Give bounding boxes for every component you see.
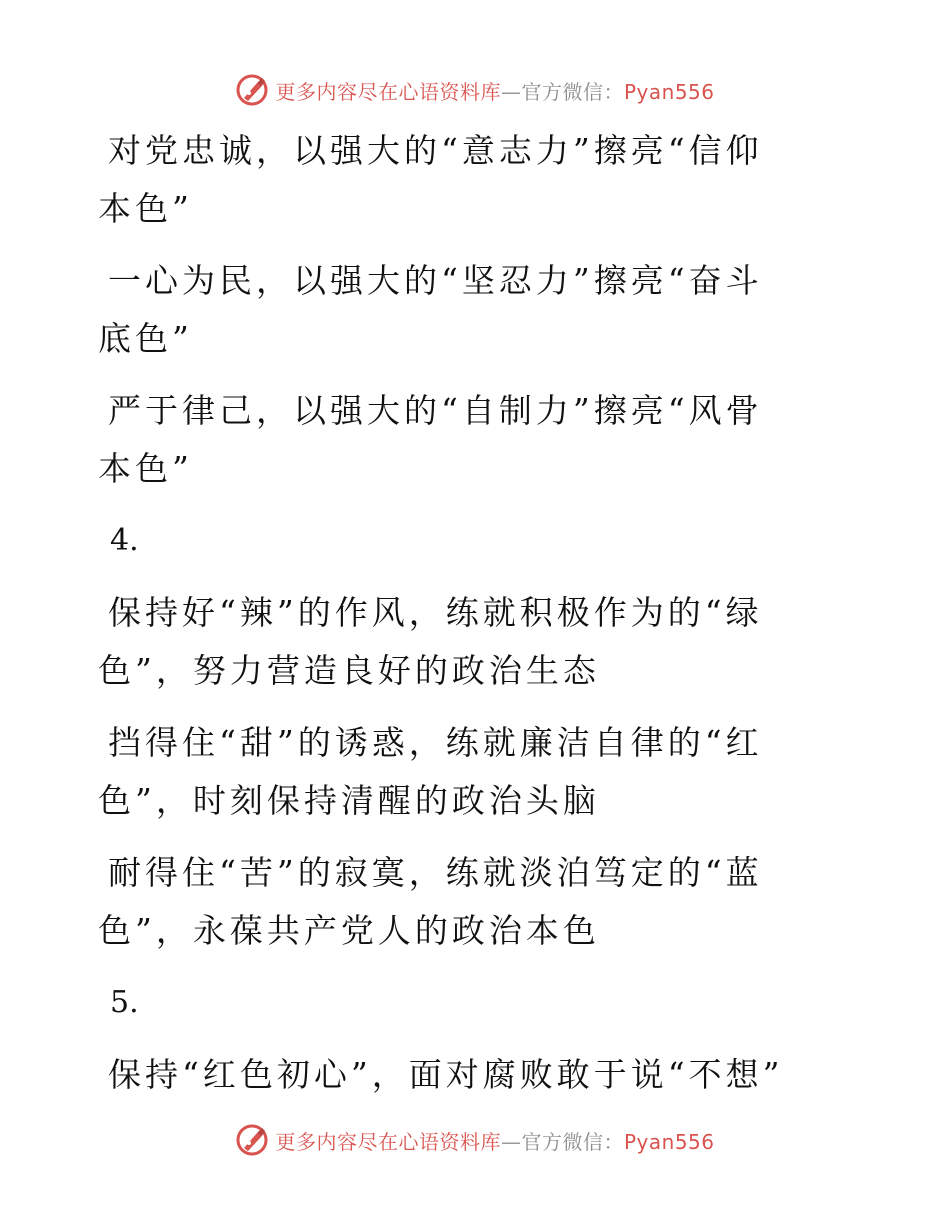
- paragraph: 耐得住“苦”的寂寞，练就淡泊笃定的“蓝色”，永葆共产党人的政治本色: [98, 853, 763, 950]
- paragraph: 一心为民，以强大的“坚忍力”擦亮“奋斗底色”: [98, 261, 763, 358]
- paragraph: 保持好“辣”的作风，练就积极作为的“绿色”，努力营造良好的政治生态: [98, 593, 763, 690]
- banner-text: [275, 1126, 714, 1155]
- banner-dash: —: [500, 1129, 522, 1154]
- pen-logo-icon: [235, 73, 269, 107]
- banner-wechat-id: Pyan556: [623, 79, 715, 104]
- paragraph: 对党忠诚，以强大的“意志力”擦亮“信仰本色”: [98, 131, 763, 228]
- document-body: [98, 122, 798, 1118]
- section-number: 5.: [110, 985, 139, 1020]
- header-banner: [0, 70, 950, 110]
- section-number: 4.: [110, 523, 139, 558]
- pen-logo-icon: [235, 1123, 269, 1157]
- banner-wechat-id: Pyan556: [623, 1129, 715, 1154]
- paragraph: 挡得住“甜”的诱惑，练就廉洁自律的“红色”，时刻保持清醒的政治头脑: [98, 723, 763, 820]
- banner-main: 更多内容尽在心语资料库: [275, 79, 501, 104]
- banner-main: 更多内容尽在心语资料库: [275, 1129, 501, 1154]
- banner-wechat-label: 官方微信：: [521, 1129, 624, 1154]
- banner-wechat-label: 官方微信：: [521, 79, 624, 104]
- footer-banner: [0, 1120, 950, 1160]
- banner-dash: —: [500, 79, 522, 104]
- paragraph: 严于律己，以强大的“自制力”擦亮“风骨本色”: [98, 391, 763, 488]
- banner-text: [275, 76, 714, 105]
- paragraph: 保持“红色初心”，面对腐败敢于说“不想”: [108, 1055, 784, 1094]
